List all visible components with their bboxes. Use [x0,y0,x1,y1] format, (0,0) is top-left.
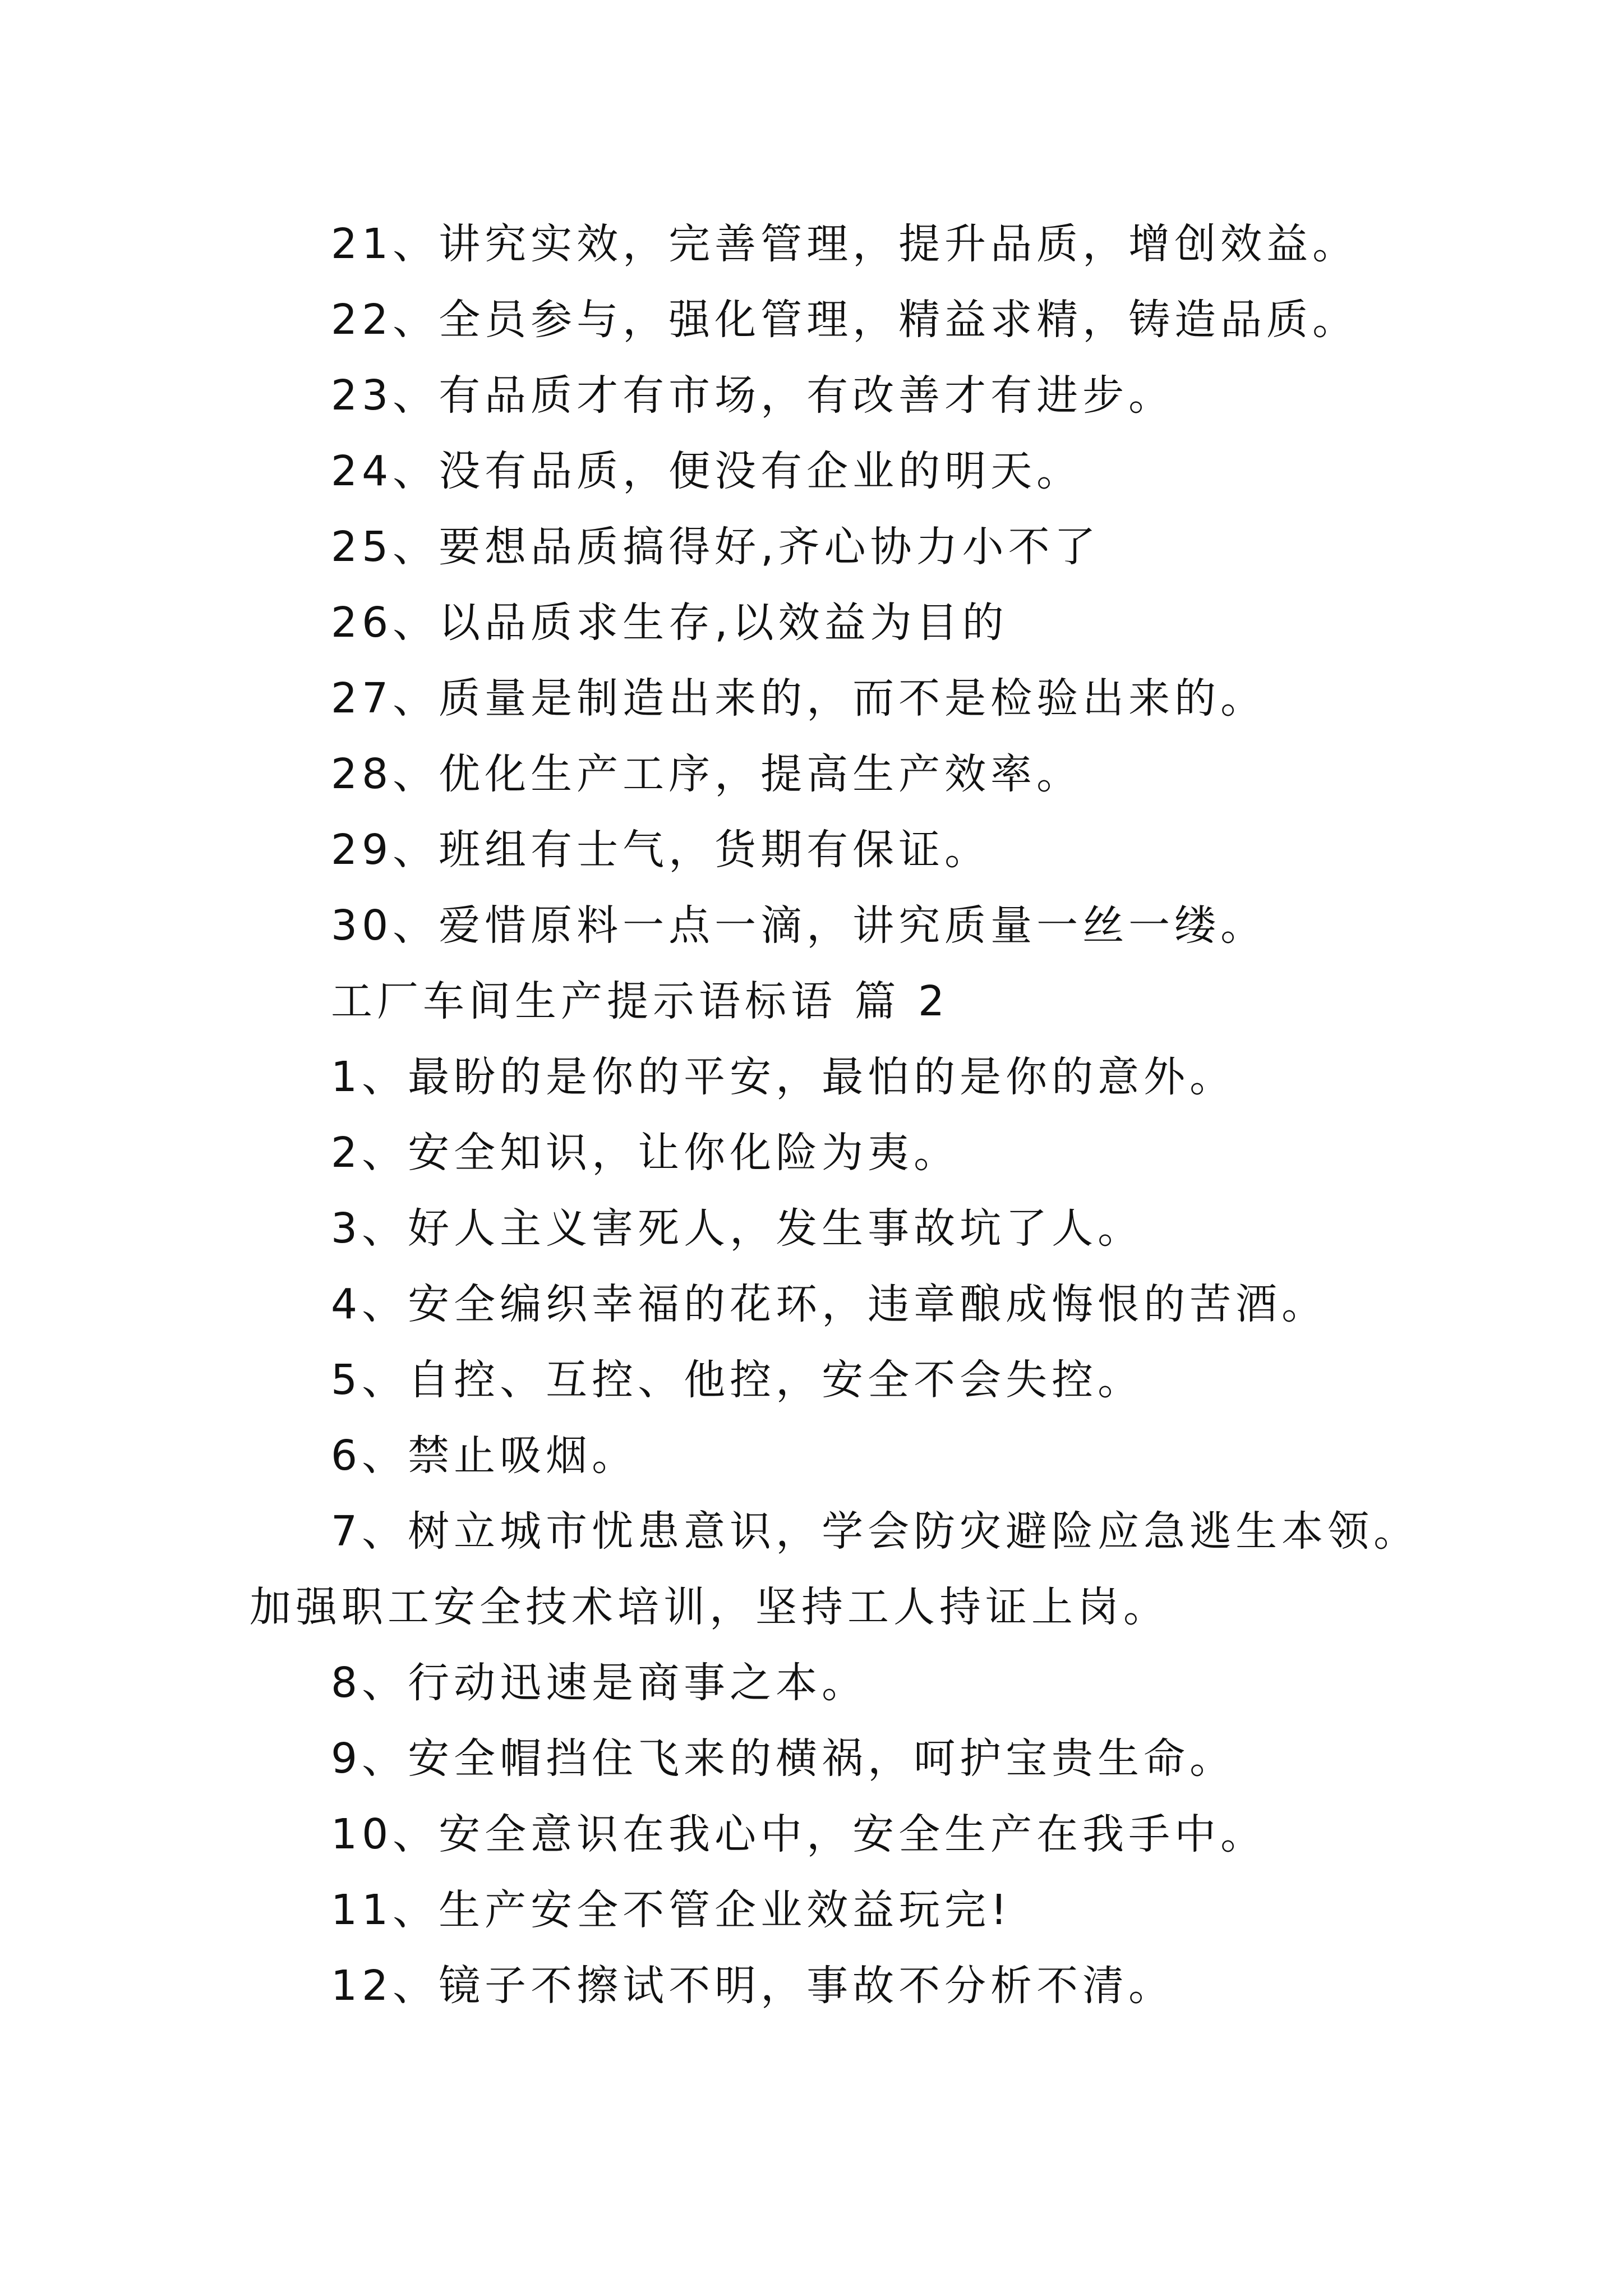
section-heading: 工厂车间生产提示语标语 篇 2 [331,977,949,1025]
list-item: 27、质量是制造出来的，而不是检验出来的。 [331,674,1267,723]
list-item: 28、优化生产工序，提高生产效率。 [331,750,1083,798]
list-item: 7、树立城市忧患意识，学会防灾避险应急逃生本领。 [331,1507,1420,1556]
list-item: 11、生产安全不管企业效益玩完! [331,1886,1012,1934]
list-item: 3、好人主义害死人，发生事故坑了人。 [331,1204,1144,1253]
list-item: 5、自控、互控、他控，安全不会失控。 [331,1356,1144,1404]
list-item: 25、要想品质搞得好,齐心协力小不了 [331,523,1100,571]
list-item: 24、没有品质，便没有企业的明天。 [331,447,1083,495]
list-item: 1、最盼的是你的平安，最怕的是你的意外。 [331,1053,1236,1101]
list-item-continuation: 加强职工安全技术培训，坚持工人持证上岗。 [250,1583,1169,1631]
list-item: 9、安全帽挡住飞来的横祸，呵护宝贵生命。 [331,1734,1236,1783]
list-item: 8、行动迅速是商事之本。 [331,1659,868,1707]
list-item: 26、以品质求生存,以效益为目的 [331,599,1008,647]
list-item: 23、有品质才有市场，有改善才有进步。 [331,371,1175,420]
list-item: 2、安全知识，让你化险为夷。 [331,1129,960,1177]
list-item: 6、禁止吸烟。 [331,1432,638,1480]
list-item: 21、讲究实效，完善管理，提升品质，增创效益。 [331,220,1359,268]
list-item: 22、全员参与，强化管理，精益求精，铸造品质。 [331,296,1359,344]
list-item: 12、镜子不擦试不明，事故不分析不清。 [331,1962,1175,2010]
list-item: 10、安全意识在我心中，安全生产在我手中。 [331,1810,1267,1858]
list-item: 30、爱惜原料一点一滴，讲究质量一丝一缕。 [331,901,1267,950]
list-item: 29、班组有士气，货期有保证。 [331,826,991,874]
list-item: 4、安全编织幸福的花环，违章酿成悔恨的苦酒。 [331,1280,1328,1328]
